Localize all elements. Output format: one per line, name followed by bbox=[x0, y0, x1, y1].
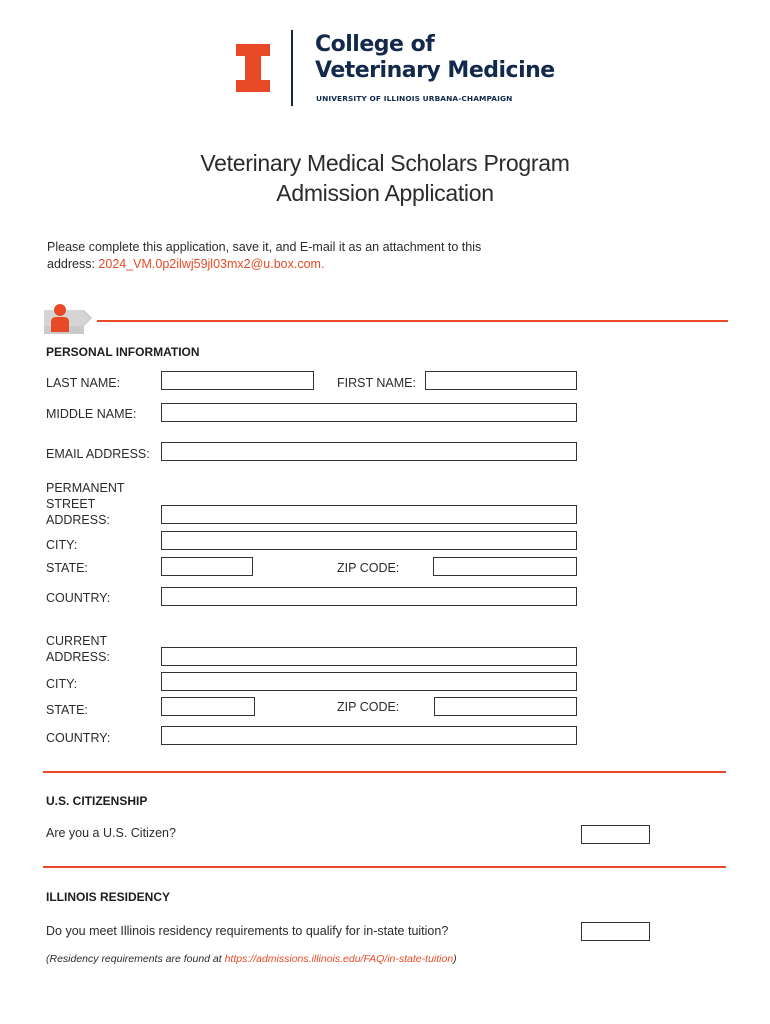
us-citizen-input[interactable] bbox=[581, 825, 650, 844]
current-street-input[interactable] bbox=[161, 647, 577, 666]
middle-name-label: MIDDLE NAME: bbox=[46, 407, 137, 421]
current-state-input[interactable] bbox=[161, 697, 255, 716]
college-name-line2: Veterinary Medicine bbox=[315, 58, 555, 83]
section-divider bbox=[97, 320, 728, 322]
permanent-address-label-2: STREET bbox=[46, 497, 96, 511]
permanent-address-label-3: ADDRESS: bbox=[46, 513, 110, 527]
residency-question: Do you meet Illinois residency requirements to qualify for in-state tuition? bbox=[46, 924, 449, 938]
residency-note-prefix: (Residency requirements are found at bbox=[46, 953, 225, 965]
logo-divider bbox=[291, 30, 293, 106]
current-state-label: STATE: bbox=[46, 703, 88, 717]
permanent-country-input[interactable] bbox=[161, 587, 577, 606]
residency-input[interactable] bbox=[581, 922, 650, 941]
email-address-input[interactable] bbox=[161, 442, 577, 461]
university-name: UNIVERSITY OF ILLINOIS URBANA-CHAMPAIGN bbox=[316, 94, 513, 103]
middle-name-input[interactable] bbox=[161, 403, 577, 422]
email-address-label: EMAIL ADDRESS: bbox=[46, 447, 150, 461]
permanent-city-input[interactable] bbox=[161, 531, 577, 550]
current-zip-label: ZIP CODE: bbox=[337, 700, 400, 714]
permanent-zip-input[interactable] bbox=[433, 557, 577, 576]
current-zip-input[interactable] bbox=[434, 697, 577, 716]
permanent-address-label-1: PERMANENT bbox=[46, 481, 125, 495]
submission-email-link[interactable]: 2024_VM.0p2ilwj59jl03mx2@u.box.com. bbox=[98, 257, 325, 271]
current-country-label: COUNTRY: bbox=[46, 731, 111, 745]
permanent-city-label: CITY: bbox=[46, 538, 78, 552]
page-title-line2: Admission Application bbox=[276, 180, 494, 206]
first-name-input[interactable] bbox=[425, 371, 577, 390]
personal-information-heading: PERSONAL INFORMATION bbox=[46, 345, 200, 359]
intro-text-line2 bbox=[47, 257, 324, 271]
illinois-residency-heading: ILLINOIS RESIDENCY bbox=[46, 890, 171, 904]
current-city-input[interactable] bbox=[161, 672, 577, 691]
permanent-street-input[interactable] bbox=[161, 505, 577, 524]
intro-address-prefix: address: bbox=[47, 257, 99, 271]
college-name-line1: College of bbox=[315, 32, 435, 57]
current-city-label: CITY: bbox=[46, 677, 78, 691]
residency-note bbox=[46, 953, 457, 965]
university-block-i-logo bbox=[236, 44, 270, 92]
us-citizen-question: Are you a U.S. Citizen? bbox=[46, 826, 176, 840]
current-country-input[interactable] bbox=[161, 726, 577, 745]
page-title-line1: Veterinary Medical Scholars Program bbox=[200, 150, 570, 176]
first-name-label: FIRST NAME: bbox=[337, 376, 416, 390]
last-name-label: LAST NAME: bbox=[46, 376, 121, 390]
person-icon bbox=[44, 302, 92, 334]
section-divider bbox=[43, 771, 726, 773]
permanent-state-input[interactable] bbox=[161, 557, 253, 576]
current-address-label-2: ADDRESS: bbox=[46, 650, 110, 664]
permanent-country-label: COUNTRY: bbox=[46, 591, 111, 605]
last-name-input[interactable] bbox=[161, 371, 314, 390]
permanent-zip-label: ZIP CODE: bbox=[337, 561, 400, 575]
current-address-label-1: CURRENT bbox=[46, 634, 108, 648]
section-divider bbox=[43, 866, 726, 868]
permanent-state-label: STATE: bbox=[46, 561, 88, 575]
us-citizenship-heading: U.S. CITIZENSHIP bbox=[46, 794, 148, 808]
residency-note-suffix: ) bbox=[453, 953, 457, 965]
residency-requirements-link[interactable]: https://admissions.illinois.edu/FAQ/in-state-tuition bbox=[224, 953, 454, 965]
intro-text-line1: Please complete this application, save it, and E-mail it as an attachment to this bbox=[47, 240, 482, 254]
